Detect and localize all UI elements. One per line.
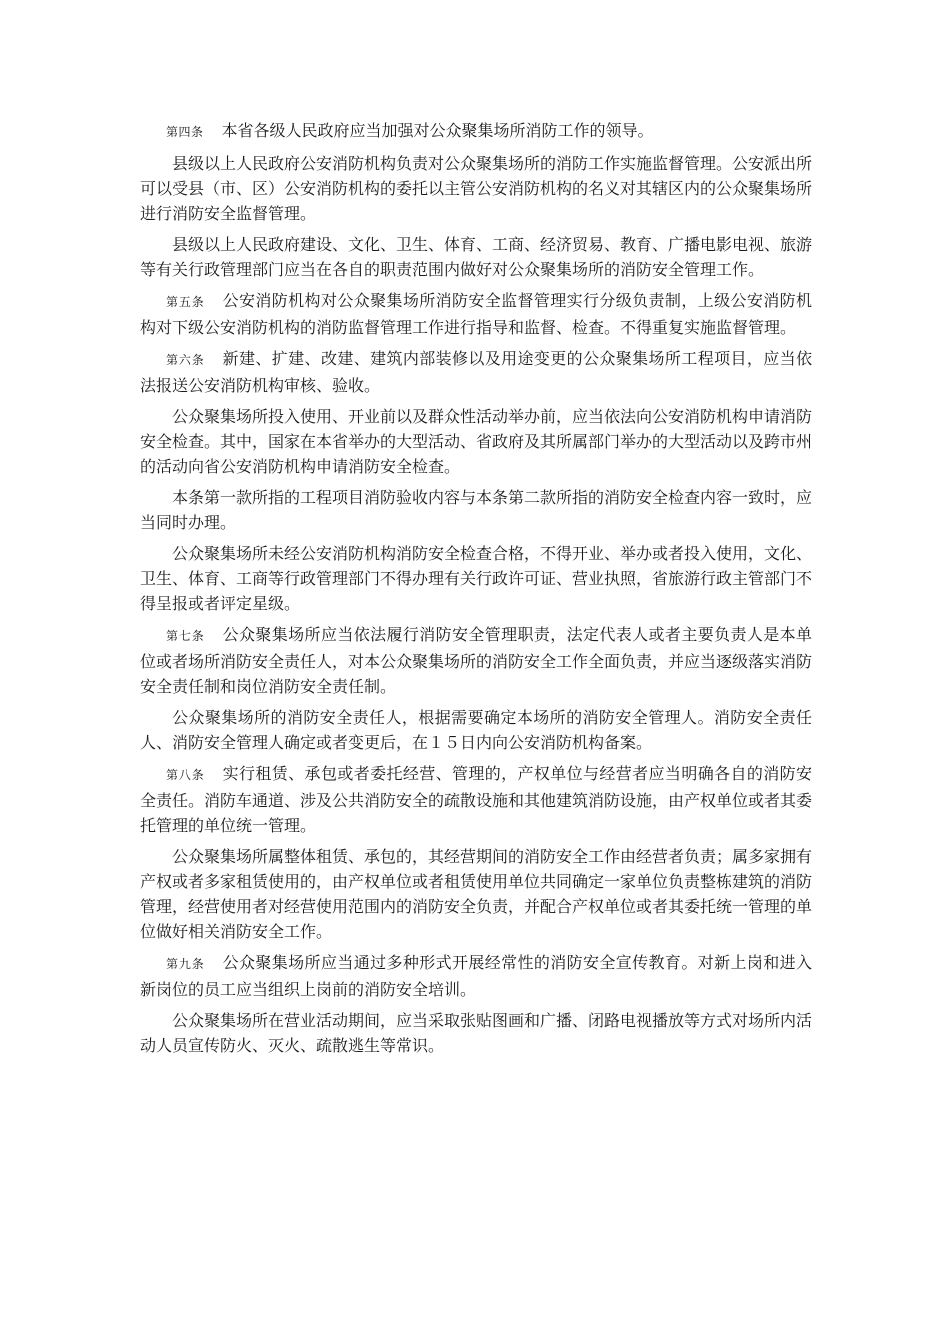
article-number: 第四条 bbox=[166, 125, 204, 139]
body-paragraph bbox=[140, 844, 812, 944]
paragraph-text: 公众聚集场所的消防安全责任人，根据需要确定本场所的消防安全管理人。消防安全责任人、消防安全管理人确定或者变更后，在１５日内向公安消防机构备案。 bbox=[140, 708, 812, 752]
paragraph-text: 公众聚集场所属整体租赁、承包的，其经营期间的消防安全工作由经营者负责；属多家拥有产权或者多家租赁使用的，由产权单位或者租赁使用单位共同确定一家单位负责整栋建筑的消防管理，经营使用者对经营使用范围内的消防安全负责，并配合产权单位或者其委托统一管理的单位做好相关消防安全工作。 bbox=[140, 847, 813, 941]
body-paragraph bbox=[140, 232, 812, 282]
article-paragraph bbox=[140, 118, 812, 145]
body-paragraph bbox=[140, 1008, 812, 1058]
article-paragraph bbox=[140, 288, 812, 340]
article-paragraph bbox=[140, 761, 812, 838]
paragraph-text: 新建、扩建、改建、建筑内部装修以及用途变更的公众聚集场所工程项目，应当依法报送公安消防机构审核、验收。 bbox=[140, 349, 812, 395]
body-paragraph bbox=[140, 404, 812, 479]
article-paragraph bbox=[140, 622, 812, 699]
article-number: 第六条 bbox=[166, 353, 205, 367]
paragraph-text: 公众聚集场所投入使用、开业前以及群众性活动举办前，应当依法向公安消防机构申请消防安全检查。其中，国家在本省举办的大型活动、省政府及其所属部门举办的大型活动以及跨市州的活动向省公安消防机构申请消防安全检查。 bbox=[140, 407, 813, 476]
article-paragraph bbox=[140, 346, 812, 398]
document-body bbox=[140, 118, 812, 1064]
body-paragraph bbox=[140, 485, 812, 535]
paragraph-text: 本省各级人民政府应当加强对公众聚集场所消防工作的领导。 bbox=[221, 121, 654, 140]
body-paragraph bbox=[140, 541, 812, 616]
paragraph-text: 县级以上人民政府建设、文化、卫生、体育、工商、经济贸易、教育、广播电影电视、旅游等有关行政管理部门应当在各自的职责范围内做好对公众聚集场所的消防安全管理工作。 bbox=[140, 235, 813, 279]
paragraph-text: 实行租赁、承包或者委托经营、管理的，产权单位与经营者应当明确各自的消防安全责任。消防车通道、涉及公共消防安全的疏散设施和其他建筑消防设施，由产权单位或者其委托管理的单位统一管理。 bbox=[140, 764, 813, 835]
article-number: 第八条 bbox=[166, 768, 205, 782]
paragraph-text: 公众聚集场所应当依法履行消防安全管理职责，法定代表人或者主要负责人是本单位或者场所消防安全责任人，对本公众聚集场所的消防安全工作全面负责，并应当逐级落实消防安全责任制和岗位消防安全责任制。 bbox=[140, 625, 813, 696]
paragraph-text: 公安消防机构对公众聚集场所消防安全监督管理实行分级负责制，上级公安消防机构对下级公安消防机构的消防监督管理工作进行指导和监督、检查。不得重复实施监督管理。 bbox=[140, 291, 812, 337]
article-number: 第七条 bbox=[166, 629, 205, 643]
article-number: 第九条 bbox=[166, 957, 205, 971]
paragraph-text: 公众聚集场所在营业活动期间，应当采取张贴图画和广播、闭路电视播放等方式对场所内活动人员宣传防火、灭火、疏散逃生等常识。 bbox=[140, 1011, 813, 1055]
body-paragraph bbox=[140, 151, 812, 226]
paragraph-text: 县级以上人民政府公安消防机构负责对公众聚集场所的消防工作实施监督管理。公安派出所可以受县（市、区）公安消防机构的委托以主管公安消防机构的名义对其辖区内的公众聚集场所进行消防安全监督管理。 bbox=[140, 154, 813, 223]
body-paragraph bbox=[140, 705, 812, 755]
paragraph-text: 公众聚集场所未经公安消防机构消防安全检查合格，不得开业、举办或者投入使用，文化、卫生、体育、工商等行政管理部门不得办理有关行政许可证、营业执照，省旅游行政主管部门不得呈报或者评定星级。 bbox=[140, 544, 813, 613]
paragraph-text: 公众聚集场所应当通过多种形式开展经常性的消防安全宣传教育。对新上岗和进入新岗位的员工应当组织上岗前的消防安全培训。 bbox=[140, 953, 812, 999]
paragraph-text: 本条第一款所指的工程项目消防验收内容与本条第二款所指的消防安全检查内容一致时，应当同时办理。 bbox=[140, 488, 813, 532]
article-number: 第五条 bbox=[166, 295, 205, 309]
article-paragraph bbox=[140, 950, 812, 1002]
